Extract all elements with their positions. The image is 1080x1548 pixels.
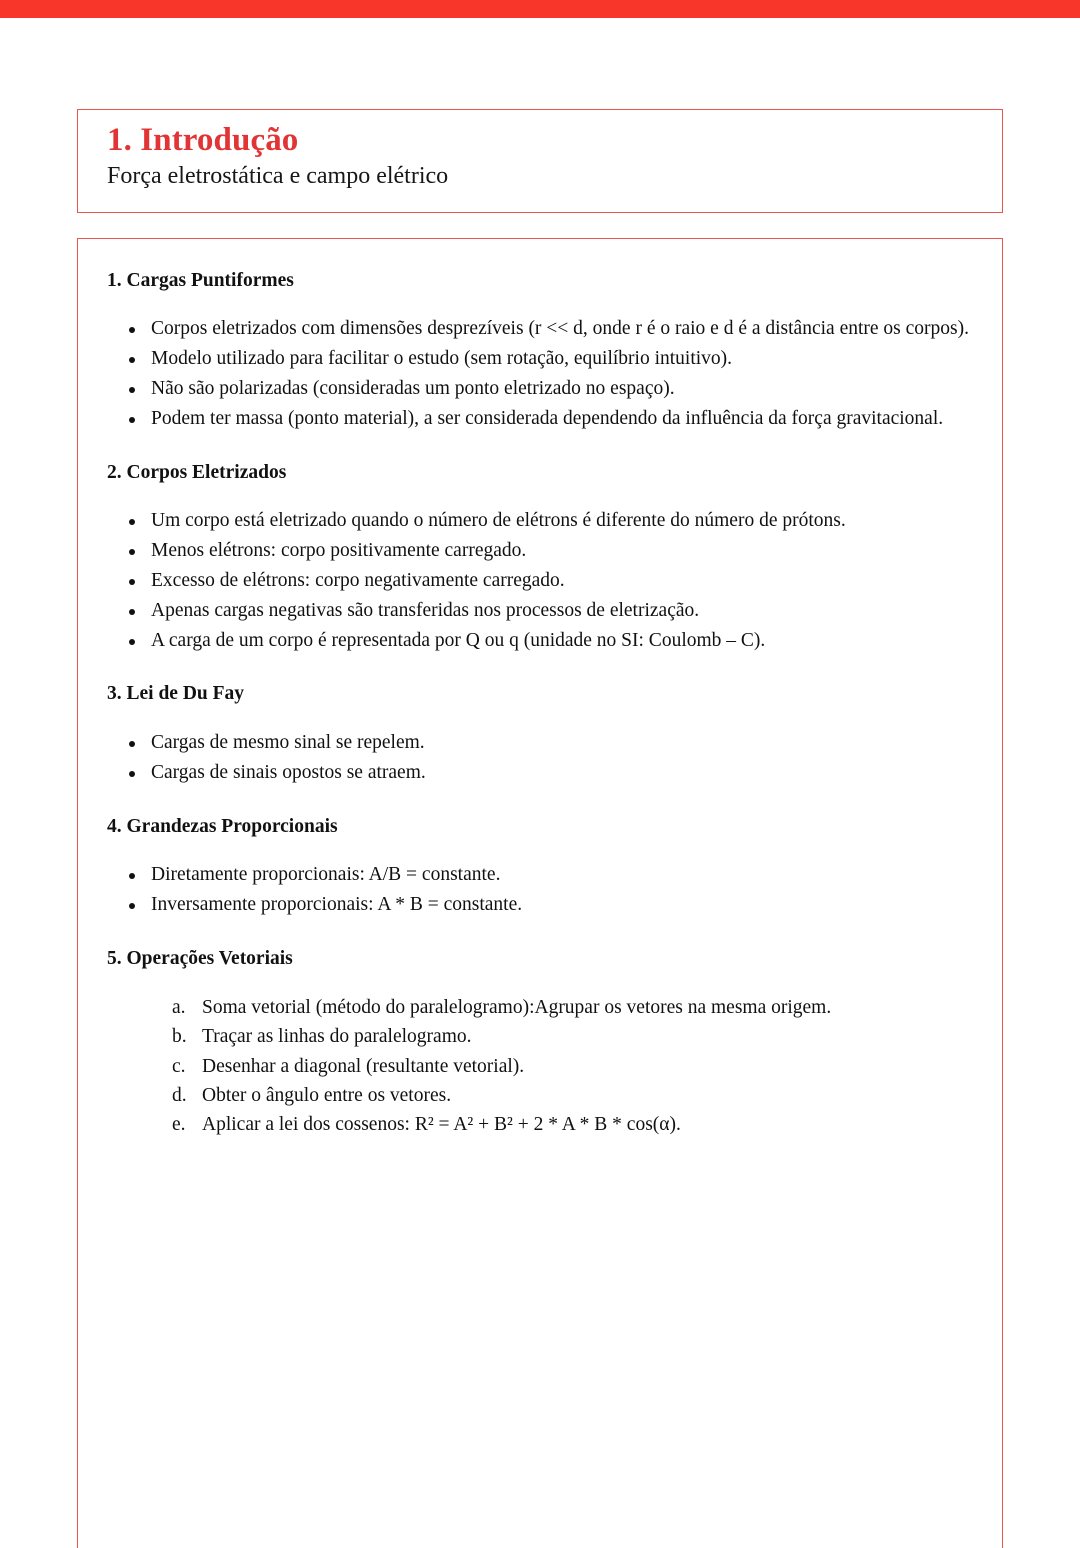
list-item: [107, 891, 976, 920]
document-header-inner: [78, 110, 1002, 190]
list-item-text: Menos elétrons: corpo positivamente carregado.: [151, 540, 527, 562]
section-grandezas-proporcionais: [107, 815, 976, 920]
list-item: [107, 1052, 976, 1081]
bullet-dot-icon: [129, 357, 135, 363]
document-header-box: [77, 109, 1003, 213]
bullet-dot-icon: [129, 579, 135, 585]
list-item-text: Excesso de elétrons: corpo negativamente carregado.: [151, 569, 565, 591]
list-item: [107, 759, 976, 788]
list-item-text: Desenhar a diagonal (resultante vetorial).: [202, 1055, 525, 1077]
list-item-text: Podem ter massa (ponto material), a ser considerada dependendo da influência da força gravitacional.: [151, 407, 944, 429]
bullet-dot-icon: [129, 639, 135, 645]
bullet-list: [107, 315, 976, 433]
bullet-dot-icon: [129, 387, 135, 393]
page-subtitle: Força eletrostática e campo elétrico: [107, 162, 449, 189]
section-lei-de-du-fay: [107, 682, 976, 787]
list-item-text: Apenas cargas negativas são transferidas nos processos de eletrização.: [151, 599, 700, 621]
list-item-marker: a.: [172, 997, 186, 1019]
list-item-text: Corpos eletrizados com dimensões desprezíveis (r << d, onde r é o raio e d é a distância entre os corpos).: [151, 318, 969, 340]
list-item: [107, 1081, 976, 1110]
bullet-list: [107, 729, 976, 788]
page-title: 1. Introdução: [107, 122, 299, 158]
list-item: [107, 315, 976, 344]
list-item-text: Cargas de mesmo sinal se repelem.: [151, 731, 425, 753]
section-operacoes-vetoriais: [107, 947, 976, 1140]
bullet-dot-icon: [129, 903, 135, 909]
bullet-dot-icon: [129, 873, 135, 879]
list-item: [107, 567, 976, 596]
list-item-marker: c.: [172, 1055, 186, 1077]
section-heading: 4. Grandezas Proporcionais: [107, 815, 338, 837]
section-heading: 3. Lei de Du Fay: [107, 683, 245, 705]
bullet-dot-icon: [129, 771, 135, 777]
list-item-marker: b.: [172, 1026, 187, 1048]
bullet-dot-icon: [129, 609, 135, 615]
lettered-list: [107, 993, 976, 1139]
list-item: [107, 375, 976, 404]
list-item-text: Diretamente proporcionais: A/B = constante.: [151, 863, 501, 885]
section-corpos-eletrizados: [107, 461, 976, 656]
list-item-text: Inversamente proporcionais: A * B = constante.: [151, 893, 523, 915]
section-heading: 5. Operações Vetoriais: [107, 947, 293, 969]
list-item: [107, 861, 976, 890]
list-item-text: Traçar as linhas do paralelogramo.: [202, 1026, 472, 1048]
list-item: [107, 729, 976, 758]
list-item: [107, 345, 976, 374]
list-item-marker: d.: [172, 1084, 187, 1106]
top-accent-bar: [0, 0, 1080, 18]
bullet-list: [107, 861, 976, 920]
list-item: [107, 1022, 976, 1051]
list-item-marker: e.: [172, 1114, 186, 1136]
list-item-text: Um corpo está eletrizado quando o número de elétrons é diferente do número de prótons.: [151, 510, 846, 532]
section-heading: 2. Corpos Eletrizados: [107, 461, 287, 483]
list-item: [107, 405, 976, 434]
bullet-dot-icon: [129, 741, 135, 747]
list-item: [107, 507, 976, 536]
list-item-text: A carga de um corpo é representada por Q ou q (unidade no SI: Coulomb – C).: [151, 629, 766, 651]
list-item-text: Soma vetorial (método do paralelogramo):Agrupar os vetores na mesma origem.: [202, 997, 832, 1019]
section-heading: 1. Cargas Puntiformes: [107, 270, 294, 291]
section-cargas-puntiformes: [107, 269, 976, 434]
list-item: [107, 1110, 976, 1139]
list-item: [107, 597, 976, 626]
document-content-inner: [78, 239, 1002, 1139]
list-item: [107, 993, 976, 1022]
list-item-text: Obter o ângulo entre os vetores.: [202, 1084, 452, 1106]
bullet-dot-icon: [129, 519, 135, 525]
list-item-text: Aplicar a lei dos cossenos: R² = A² + B² + 2 * A * B * cos(α).: [202, 1114, 681, 1136]
list-item: [107, 627, 976, 656]
bullet-dot-icon: [129, 549, 135, 555]
bullet-list: [107, 507, 976, 655]
bullet-dot-icon: [129, 327, 135, 333]
bullet-dot-icon: [129, 417, 135, 423]
list-item: [107, 537, 976, 566]
document-content-box: [77, 238, 1003, 1548]
list-item-text: Cargas de sinais opostos se atraem.: [151, 761, 426, 783]
list-item-text: Não são polarizadas (consideradas um ponto eletrizado no espaço).: [151, 378, 675, 400]
list-item-text: Modelo utilizado para facilitar o estudo (sem rotação, equilíbrio intuitivo).: [151, 348, 733, 370]
